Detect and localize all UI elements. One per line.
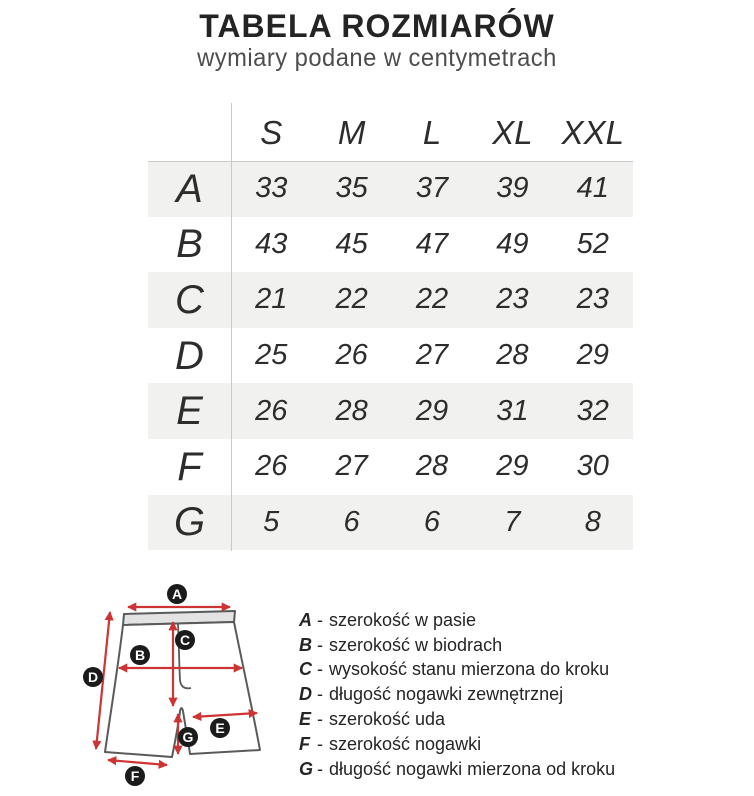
table-header-row <box>148 103 633 161</box>
size-cell: 5 <box>263 505 280 538</box>
legend-description: wysokość stanu mierzona do kroku <box>329 659 610 680</box>
page-title: TABELA ROZMIARÓW <box>199 8 555 44</box>
legend-separator: - <box>317 684 323 705</box>
table-vertical-divider <box>231 103 232 551</box>
size-cell: 37 <box>415 172 449 205</box>
table-row-a <box>148 161 633 217</box>
size-cell: 27 <box>335 450 368 483</box>
diagram-badge-letter: C <box>179 632 191 648</box>
row-label-e: E <box>176 389 203 434</box>
legend-letter: C <box>299 659 312 680</box>
size-cell: 43 <box>255 227 288 260</box>
page-header <box>0 8 754 72</box>
legend-separator: - <box>317 733 323 754</box>
measurement-legend <box>299 608 615 782</box>
legend-item-b <box>299 633 615 658</box>
legend-separator: - <box>317 709 323 730</box>
diagram-badge-letter: F <box>130 768 140 784</box>
row-label-d: D <box>175 333 204 378</box>
size-cell: 22 <box>335 283 368 316</box>
size-cell: 32 <box>576 394 609 427</box>
legend-letter: A <box>299 609 312 630</box>
table-header-underline <box>148 161 633 162</box>
size-cell: 49 <box>496 227 529 260</box>
legend-item-f <box>299 732 615 757</box>
legend-description: długość nogawki mierzona od kroku <box>329 758 616 779</box>
row-label-b: B <box>176 222 203 267</box>
diagram-badge-f <box>125 766 145 786</box>
size-cell: 45 <box>335 227 368 260</box>
size-cell: 27 <box>415 339 449 372</box>
size-cell: 29 <box>496 450 529 483</box>
size-cell: 23 <box>576 283 609 316</box>
table-row-g <box>148 495 633 551</box>
diagram-badge-a <box>167 584 187 604</box>
row-label-a: A <box>176 166 203 211</box>
column-header-l: L <box>422 113 442 151</box>
row-label-g: G <box>173 500 206 545</box>
legend-item-d <box>299 682 615 707</box>
size-cell: 25 <box>255 339 288 372</box>
size-cell: 8 <box>584 505 601 538</box>
arrow-f-leg-opening-width <box>108 760 167 765</box>
legend-separator: - <box>317 659 323 680</box>
table-row-d <box>148 328 633 384</box>
diagram-badge-e <box>210 718 230 738</box>
size-cell: 28 <box>415 450 449 483</box>
diagram-badge-b <box>130 645 150 665</box>
legend-separator: - <box>317 758 323 779</box>
size-cell: 29 <box>415 394 449 427</box>
legend-item-e <box>299 707 615 732</box>
table-row-f <box>148 439 633 495</box>
diagram-badge-g <box>178 727 198 747</box>
column-header-xl: XL <box>492 113 533 151</box>
diagram-badge-letter: G <box>182 729 194 745</box>
size-cell: 52 <box>576 227 609 260</box>
legend-separator: - <box>317 634 323 655</box>
size-cell: 6 <box>423 505 441 538</box>
legend-letter: D <box>299 684 312 705</box>
size-cell: 31 <box>496 394 529 427</box>
size-cell: 33 <box>255 172 288 205</box>
size-cell: 28 <box>496 339 529 372</box>
diagram-badge-letter: A <box>171 586 183 602</box>
size-cell: 30 <box>576 450 609 483</box>
size-cell: 39 <box>496 172 529 205</box>
legend-description: szerokość nogawki <box>329 733 482 754</box>
diagram-badge-d <box>83 667 103 687</box>
table-row-b <box>148 217 633 273</box>
size-cell: 7 <box>504 505 521 538</box>
size-cell: 47 <box>415 227 449 260</box>
legend-item-g <box>299 757 615 782</box>
page-subtitle: wymiary podane w centymetrach <box>197 44 557 72</box>
size-cell: 23 <box>496 283 529 316</box>
column-header-xxl: XXL <box>561 113 624 151</box>
table-row-e <box>148 383 633 439</box>
size-cell: 41 <box>576 172 609 205</box>
row-label-c: C <box>175 277 204 322</box>
size-cell: 28 <box>335 394 368 427</box>
size-cell: 22 <box>415 283 449 316</box>
diagram-badge-letter: E <box>215 720 225 736</box>
legend-description: szerokość uda <box>329 709 446 730</box>
legend-letter: B <box>299 634 312 655</box>
legend-letter: F <box>299 733 310 754</box>
size-cell: 21 <box>255 283 288 316</box>
legend-description: szerokość w pasie <box>329 609 477 630</box>
row-label-f: F <box>177 444 202 489</box>
legend-item-a <box>299 608 615 633</box>
size-cell: 29 <box>576 339 609 372</box>
diagram-badge-c <box>175 630 195 650</box>
table-row-c <box>148 272 633 328</box>
legend-description: długość nogawki zewnętrznej <box>329 684 564 705</box>
diagram-badge-letter: B <box>134 647 146 663</box>
size-cell: 26 <box>335 339 368 372</box>
size-table <box>148 103 633 550</box>
diagram-badge-letter: D <box>87 669 99 685</box>
legend-letter: G <box>299 758 314 779</box>
column-header-s: S <box>260 113 283 151</box>
size-cell: 26 <box>255 394 288 427</box>
legend-letter: E <box>299 709 312 730</box>
legend-separator: - <box>317 609 323 630</box>
legend-description: szerokość w biodrach <box>329 634 503 655</box>
column-header-m: M <box>337 113 366 151</box>
size-cell: 26 <box>255 450 288 483</box>
legend-item-c <box>299 658 615 683</box>
size-cell: 6 <box>343 505 360 538</box>
size-cell: 35 <box>335 172 368 205</box>
shorts-measurement-diagram <box>70 582 295 796</box>
